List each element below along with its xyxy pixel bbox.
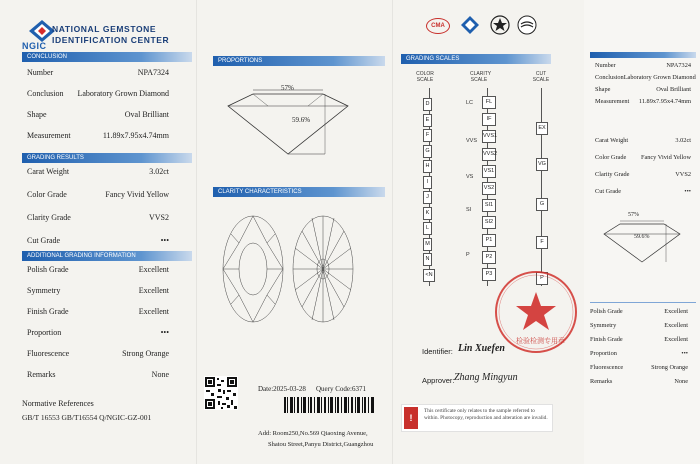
color-grade-box: M <box>423 238 432 251</box>
row-value: VVS2 <box>675 171 691 178</box>
row-label: Shape <box>595 86 611 93</box>
clarity-grade-box: P1 <box>482 234 496 247</box>
row-label: Polish Grade <box>590 308 623 315</box>
info-row <box>27 264 169 276</box>
cut-grade-box: EX <box>536 122 548 135</box>
row-label: Clarity Grade <box>27 213 71 222</box>
row-value: 3.02ct <box>149 167 169 176</box>
clarity-plot <box>222 214 354 324</box>
cut-scale-header: CUT SCALE <box>532 71 550 83</box>
clarity-grade-box: VVS2 <box>482 148 496 161</box>
row-label: Symmetry <box>27 286 61 295</box>
fold-line <box>392 0 393 464</box>
color-scale-header: COLOR SCALE <box>416 71 434 83</box>
row-label: Finish Grade <box>590 336 623 343</box>
info-row <box>27 67 169 79</box>
info-row <box>27 88 169 100</box>
row-value: Oval Brilliant <box>656 86 691 93</box>
row-label: Fluorescence <box>590 364 624 371</box>
row-value: Fancy Vivid Yellow <box>640 154 691 161</box>
row-label: Symmetry <box>590 322 617 329</box>
row-label: Polish Grade <box>27 265 69 274</box>
color-grade-box: K <box>423 207 432 220</box>
clarity-scale-header: CLARITY SCALE <box>470 71 492 83</box>
ilac-badge <box>461 16 479 34</box>
row-value: 11.89x7.95x4.74mm <box>102 131 169 140</box>
row-label: Cut Grade <box>27 236 61 245</box>
clarity-grade-box: VVS1 <box>482 130 496 143</box>
notice-box <box>401 404 553 432</box>
info-row <box>595 97 691 106</box>
color-grade-box: L <box>423 222 432 235</box>
row-value: Strong Orange <box>122 349 169 358</box>
info-row <box>590 321 688 330</box>
row-value: None <box>151 370 169 379</box>
clarity-grade-box: VS1 <box>482 165 496 178</box>
row-value: NPA7324 <box>666 62 691 69</box>
info-row <box>595 61 691 70</box>
row-label: Number <box>595 62 616 69</box>
row-value: VVS2 <box>148 213 169 222</box>
row-value: 11.89x7.95x4.74mm <box>638 98 691 105</box>
info-row <box>595 73 696 82</box>
clarity-grade-box: P3 <box>482 268 496 281</box>
side-card-top-bar <box>590 52 696 58</box>
row-label: Remarks <box>27 370 56 379</box>
query-code: Query Code:6371 <box>316 385 366 393</box>
clarity-group-label: SI <box>466 207 472 213</box>
fold-line <box>196 0 197 464</box>
clarity-grade-box: IF <box>482 113 496 126</box>
info-row <box>590 307 688 316</box>
row-label: Proportion <box>27 328 62 337</box>
cnas-icon <box>490 15 510 35</box>
info-row <box>590 349 688 358</box>
color-grade-box: J <box>423 191 432 204</box>
depth-percentage: 59.6% <box>292 116 311 124</box>
cma-badge <box>426 18 450 34</box>
side-depth-percentage: 59.6% <box>634 234 650 240</box>
iso-icon <box>517 15 537 35</box>
row-label: Fluorescence <box>27 349 70 358</box>
row-value: Excellent <box>664 322 688 329</box>
info-row <box>27 189 169 201</box>
row-value: Strong Orange <box>651 364 688 371</box>
row-value: NPA7324 <box>137 68 169 77</box>
grading-results-header: GRADING RESULTS <box>22 153 192 163</box>
row-label: Remarks <box>590 378 613 385</box>
warning-icon: ! <box>404 407 418 429</box>
approver-label: Approver: <box>422 376 455 385</box>
address-line2: Shatou Street,Panyu District,Guangzhou <box>268 441 374 448</box>
row-value: ••• <box>681 350 688 357</box>
clarity-grade-box: P2 <box>482 251 496 264</box>
color-grade-box: E <box>423 114 432 127</box>
color-grade-box: G <box>423 145 432 158</box>
row-label: Color Grade <box>27 190 67 199</box>
info-row <box>590 363 688 372</box>
cut-scale-line <box>541 88 542 286</box>
row-value: Fancy Vivid Yellow <box>105 190 169 199</box>
row-label: Color Grade <box>595 154 627 161</box>
info-row <box>27 130 169 142</box>
color-grade-box: H <box>423 160 432 173</box>
row-value: ••• <box>160 236 169 245</box>
clarity-grade-box: FL <box>482 96 496 109</box>
row-label: Shape <box>27 110 47 119</box>
qr-code <box>204 376 238 410</box>
info-row <box>27 212 169 224</box>
cut-grade-box: VG <box>536 158 548 171</box>
info-row <box>27 285 169 297</box>
info-row <box>27 327 169 339</box>
clarity-group-label: LC <box>466 100 474 106</box>
row-label: Cut Grade <box>595 188 622 195</box>
row-label: Proportion <box>590 350 617 357</box>
clarity-grade-box: VS2 <box>482 182 496 195</box>
cnas-badge <box>490 15 510 35</box>
identifier-signature: Lin Xuefen <box>458 343 505 354</box>
clarity-header: CLARITY CHARACTERISTICS <box>213 187 385 197</box>
row-value: Excellent <box>138 286 169 295</box>
clarity-group-label: VVS <box>466 138 478 144</box>
references-text: GB/T 16553 GB/T16554 Q/NGIC-GZ-001 <box>22 413 152 422</box>
references-title: Normative References <box>22 399 94 408</box>
barcode <box>284 397 374 413</box>
color-grade-box: <N <box>423 269 435 282</box>
row-label: Clarity Grade <box>595 171 630 178</box>
info-row <box>27 109 169 121</box>
row-value: Excellent <box>664 336 688 343</box>
info-row <box>27 235 169 247</box>
side-table-percentage: 57% <box>628 212 639 218</box>
row-value: ••• <box>684 188 691 195</box>
org-name-line1: NATIONAL GEMSTONE <box>52 24 157 34</box>
row-label: Carat Weight <box>27 167 70 176</box>
info-row <box>27 369 169 381</box>
row-value: ••• <box>160 328 169 337</box>
info-row <box>595 136 691 145</box>
row-value: Excellent <box>138 307 169 316</box>
issue-date: Date:2025-03-28 <box>258 385 306 393</box>
row-label: Conclusion <box>27 89 64 98</box>
cut-grade-box: P <box>536 272 548 285</box>
row-value: Excellent <box>138 265 169 274</box>
row-label: Conclusion <box>595 74 624 81</box>
row-value: None <box>674 378 688 385</box>
cut-grade-box: G <box>536 198 548 211</box>
clarity-group-label: VS <box>466 174 474 180</box>
color-grade-box: D <box>423 98 432 111</box>
info-row <box>595 170 691 179</box>
table-percentage: 57% <box>281 84 294 92</box>
cma-badge-label: CMA <box>431 23 445 29</box>
ilac-icon <box>461 16 479 34</box>
row-label: Carat Weight <box>595 137 629 144</box>
row-label: Number <box>27 68 54 77</box>
color-grade-box: N <box>423 253 432 266</box>
info-row <box>595 153 691 162</box>
grading-scales-header: GRADING SCALES <box>401 54 551 64</box>
row-value: Oval Brilliant <box>124 110 169 119</box>
color-grade-box: F <box>423 129 432 142</box>
identifier-label: Identifier: <box>422 347 453 356</box>
logo-abbr: NGIC <box>22 41 47 51</box>
clarity-grade-box: SI1 <box>482 199 496 212</box>
row-label: Measurement <box>27 131 71 140</box>
info-row <box>590 377 688 386</box>
row-value: 3.02ct <box>675 137 691 144</box>
side-divider <box>590 302 696 303</box>
info-row <box>595 187 691 196</box>
clarity-grade-box: SI2 <box>482 216 496 229</box>
org-name-line2: IDENTIFICATION CENTER <box>52 35 170 45</box>
info-row <box>27 348 169 360</box>
info-row <box>590 335 688 344</box>
info-row <box>595 85 691 94</box>
info-row <box>27 306 169 318</box>
row-value: Laboratory Grown Diamond <box>623 74 696 81</box>
row-value: Excellent <box>664 308 688 315</box>
row-value: Laboratory Grown Diamond <box>77 89 169 98</box>
approver-signature: Zhang Mingyun <box>454 372 518 383</box>
additional-info-header: ADDITIONAL GRADING INFORMATION <box>22 251 192 261</box>
row-label: Measurement <box>595 98 630 105</box>
side-proportions-diagram <box>592 210 692 270</box>
notice-text: This certificate only relates to the sample referred to within. Photocopy, reproduction and alteration are invalid. <box>424 408 548 421</box>
stamp-text: 检验检测专用章 <box>516 337 565 345</box>
address-line1: Add: Room250,No.569 Qiaoxing Avenue, <box>258 430 368 437</box>
iso-badge <box>517 15 537 35</box>
color-grade-box: I <box>423 176 432 189</box>
row-label: Finish Grade <box>27 307 69 316</box>
cut-grade-box: F <box>536 236 548 249</box>
clarity-group-label: P <box>466 252 470 258</box>
proportions-header: PROPORTIONS <box>213 56 385 66</box>
info-row <box>27 166 169 178</box>
conclusion-header: CONCLUSION <box>22 52 192 62</box>
